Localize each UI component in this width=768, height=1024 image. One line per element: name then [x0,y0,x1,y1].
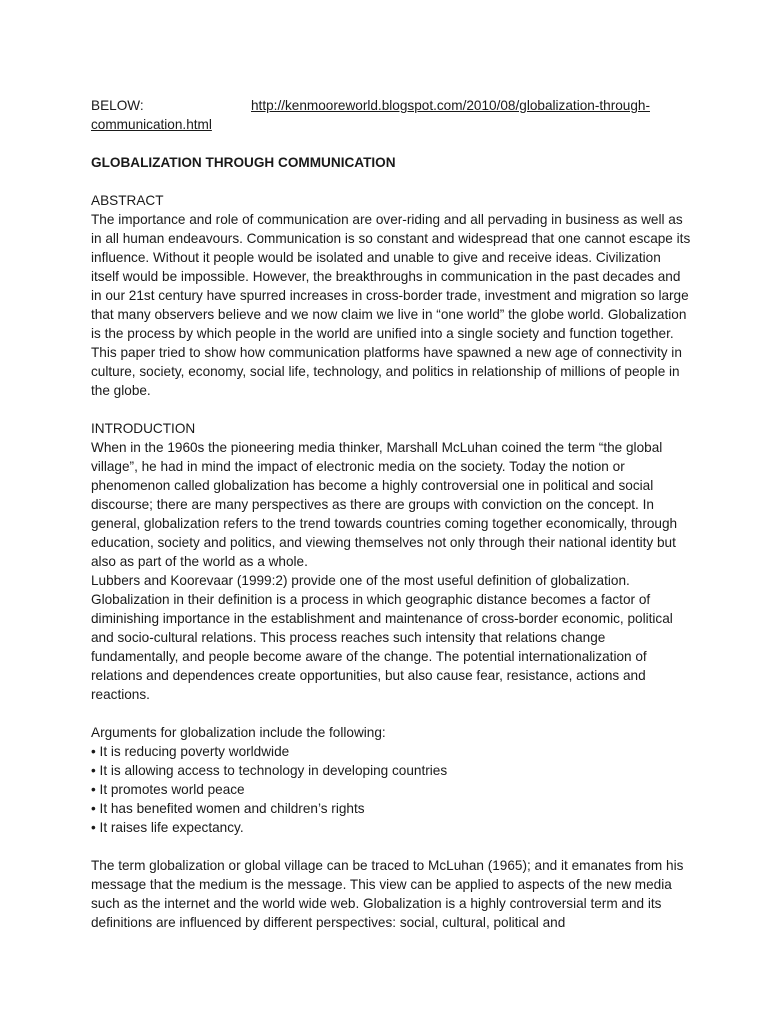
source-line [91,96,691,134]
introduction-heading: INTRODUCTION [91,421,196,436]
arguments-list [91,742,691,837]
abstract-paragraph: The importance and role of communication are over-riding and all pervading in business as well as in all human endeavours. Communication is so constant and widespread that one cannot escape its influence. Without it people would be isolated and unable to give and receive ideas. Civilization itself would be impossible. However, the breakthroughs in communication in the past decades and in our 21st century have spurred increases in cross-border trade, investment and migration so large that many observers believe and we now claim we live in “one world” the globe world. Globalization is the process by which people in the world are unified into a single society and function together. This paper tried to show how communication platforms have spawned a new age of connectivity in culture, society, economy, social life, technology, and politics in relationship of millions of people in the globe. [91,212,691,398]
document-page [91,96,691,932]
introduction-paragraph-1: When in the 1960s the pioneering media thinker, Marshall McLuhan coined the term “the global village”, he had in mind the impact of electronic media on the society. Today the notion or phenomenon called globalization has become a highly controversial one in political and social discourse; there are many perspectives as there are groups with conviction on the concept. In general, globalization refers to the trend towards countries coming together economically, through education, society and politics, and viewing themselves not only through their national identity but also as part of the world as a whole. [91,440,678,569]
list-item: • It promotes world peace [91,780,691,799]
list-item: • It raises life expectancy. [91,818,691,837]
arguments-intro: Arguments for globalization include the following: [91,725,386,740]
abstract-heading: ABSTRACT [91,193,164,208]
introduction-paragraph-2: Lubbers and Koorevaar (1999:2) provide one of the most useful definition of globalization. Globalization in their definition is a process in which geographic distance becomes a factor of diminishing importance in the establishment and maintenance of cross-border economic, political and socio-cultural relations. This process reaches such intensity that relations change fundamentally, and people become aware of the change. The potential internationalization of relations and dependences create opportunities, but also cause fear, resistance, actions and reactions. [91,573,673,702]
list-item: • It is allowing access to technology in developing countries [91,761,691,780]
list-item: • It has benefited women and children’s rights [91,799,691,818]
document-title: GLOBALIZATION THROUGH COMMUNICATION [91,155,396,170]
source-label: BELOW: [91,98,144,113]
closing-paragraph: The term globalization or global village can be traced to McLuhan (1965); and it emanates from his message that the medium is the message. This view can be applied to aspects of the new media such as the internet and the world wide web. Globalization is a highly controversial term and its definitions are influenced by different perspectives: social, cultural, political and [91,858,684,930]
source-link[interactable]: http://kenmooreworld.blogspot.com/2010/08/globalization-through-communication.html [91,98,650,132]
list-item: • It is reducing poverty worldwide [91,742,691,761]
